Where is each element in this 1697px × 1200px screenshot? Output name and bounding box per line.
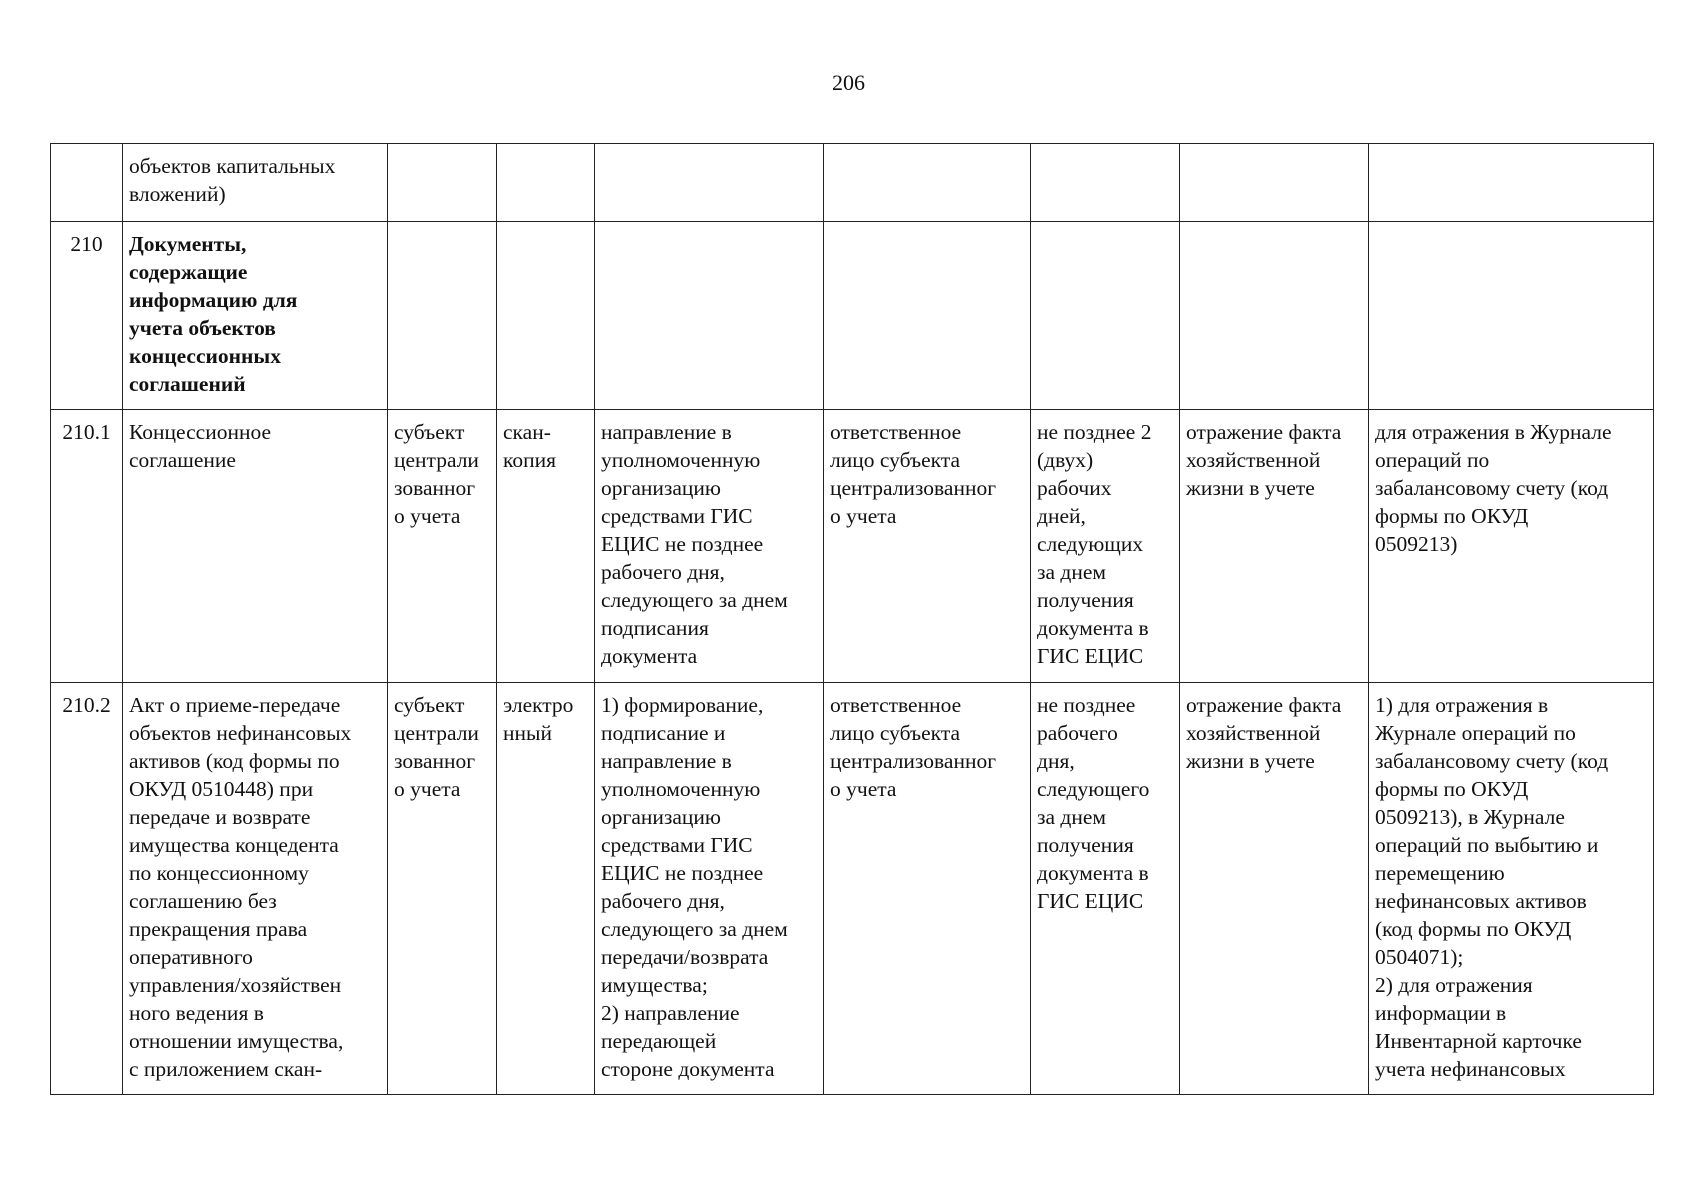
table-row (51, 683, 1654, 1095)
document-format-cell (497, 222, 595, 410)
cell-text-line: соглашение (129, 448, 236, 472)
cell-text-line: имущества концедента (129, 833, 339, 857)
usage-cell (1369, 410, 1654, 683)
cell-text-line: жизни в учете (1186, 476, 1315, 500)
cell-text-line: операций по (1375, 448, 1490, 472)
table-row (51, 222, 1654, 410)
cell-text-line: передачи/возврата (601, 945, 769, 969)
cell-text-line: объектов нефинансовых (129, 721, 352, 745)
responsible-entity-cell (388, 222, 497, 410)
cell-text-line: управления/хозяйствен (129, 973, 342, 997)
cell-text-line: следующего за днем (601, 588, 788, 612)
cell-text-line: за днем (1037, 560, 1107, 584)
cell-text-line: средствами ГИС (601, 833, 753, 857)
cell-text-line: уполномоченную (601, 448, 761, 472)
cell-text-line: нефинансовых активов (1375, 889, 1587, 913)
cell-text-line: копия (503, 448, 557, 472)
cell-text-line: дней, (1037, 504, 1086, 528)
purpose-cell (1180, 222, 1369, 410)
cell-text-line: информацию для (129, 288, 298, 312)
deadline-cell (1031, 683, 1180, 1095)
row-number-cell (51, 410, 123, 683)
procedure-cell (595, 144, 824, 222)
cell-text-line: забалансовому счету (код (1375, 749, 1609, 773)
cell-text-line: хозяйственной (1186, 448, 1321, 472)
cell-text-line: вложений) (129, 182, 226, 206)
document-name-cell (123, 144, 388, 222)
purpose-cell (1180, 144, 1369, 222)
cell-text-line: рабочего (1037, 721, 1118, 745)
deadline-cell (1031, 410, 1180, 683)
procedure-cell (595, 410, 824, 683)
document-name-cell (123, 410, 388, 683)
cell-text-line: организацию (601, 805, 721, 829)
purpose-cell (1180, 683, 1369, 1095)
cell-text-line: соглашению без (129, 889, 277, 913)
cell-text-line: Концессионное (129, 420, 272, 444)
cell-text-line: централизованног (830, 476, 997, 500)
cell-text-line: 2) для отражения (1375, 973, 1533, 997)
cell-text-line: прекращения права (129, 917, 308, 941)
cell-text-line: хозяйственной (1186, 721, 1321, 745)
cell-text-line: подписание и (601, 721, 726, 745)
cell-text-line: документа в (1037, 616, 1149, 640)
cell-text-line: документа (601, 644, 698, 668)
cell-text-line: ЕЦИС не позднее (601, 532, 764, 556)
cell-text-line: централи (394, 448, 479, 472)
cell-text-line: не позднее 2 (1037, 420, 1152, 444)
document-name-cell (123, 683, 388, 1095)
cell-text-line: Документы, (129, 232, 247, 256)
table-row (51, 410, 1654, 683)
procedure-cell (595, 683, 824, 1095)
cell-text-line: лицо субъекта (830, 721, 961, 745)
cell-text-line: 0509213), в Журнале (1375, 805, 1565, 829)
document-format-cell (497, 144, 595, 222)
cell-text-line: жизни в учете (1186, 749, 1315, 773)
responsible-person-cell (824, 222, 1031, 410)
row-number-cell (51, 222, 123, 410)
cell-text-line: следующего за днем (601, 917, 788, 941)
cell-text-line: ного ведения в (129, 1001, 264, 1025)
cell-text-line: получения (1037, 833, 1134, 857)
responsible-person-cell (824, 683, 1031, 1095)
cell-text-line: забалансовому счету (код (1375, 476, 1609, 500)
cell-text-line: зованног (394, 476, 476, 500)
page-number: 206 (832, 70, 865, 95)
cell-text-line: ЕЦИС не позднее (601, 861, 764, 885)
cell-text-line: документа в (1037, 861, 1149, 885)
purpose-cell (1180, 410, 1369, 683)
cell-text-line: субъект (394, 693, 465, 717)
usage-cell (1369, 683, 1654, 1095)
cell-text-line: учета нефинансовых (1375, 1057, 1566, 1081)
responsible-person-cell (824, 144, 1031, 222)
cell-text-line: скан- (503, 420, 551, 444)
cell-text-line: не позднее (1037, 693, 1136, 717)
cell-text-line: лицо субъекта (830, 448, 961, 472)
cell-text-line: рабочего дня, (601, 889, 725, 913)
responsible-entity-cell (388, 144, 497, 222)
document-format-cell (497, 410, 595, 683)
cell-text-line: 1) формирование, (601, 693, 764, 717)
cell-text-line: передаче и возврате (129, 805, 311, 829)
cell-text-line: ГИС ЕЦИС (1037, 889, 1144, 913)
responsible-entity-cell (388, 410, 497, 683)
deadline-cell (1031, 144, 1180, 222)
cell-text-line: 2) направление (601, 1001, 740, 1025)
responsible-person-cell (824, 410, 1031, 683)
cell-text-line: централи (394, 721, 479, 745)
cell-text-line: нный (503, 721, 552, 745)
cell-text-line: учета объектов (129, 316, 276, 340)
cell-text-line: о учета (394, 777, 461, 801)
usage-cell (1369, 144, 1654, 222)
cell-text-line: 210 (70, 232, 103, 256)
cell-text-line: о учета (830, 504, 897, 528)
cell-text-line: электро (503, 693, 574, 717)
cell-text-line: получения (1037, 588, 1134, 612)
procedure-cell (595, 222, 824, 410)
cell-text-line: объектов капитальных (129, 154, 336, 178)
cell-text-line: (код формы по ОКУД (1375, 917, 1572, 941)
cell-text-line: отношении имущества, (129, 1029, 344, 1053)
cell-text-line: 0509213) (1375, 532, 1458, 556)
cell-text-line: ответственное (830, 693, 962, 717)
cell-text-line: для отражения в Журнале (1375, 420, 1612, 444)
cell-text-line: (двух) (1037, 448, 1094, 472)
cell-text-line: дня, (1037, 749, 1075, 773)
cell-text-line: за днем (1037, 805, 1107, 829)
table-row (51, 144, 1654, 222)
cell-text-line: формы по ОКУД (1375, 777, 1529, 801)
cell-text-line: информации в (1375, 1001, 1507, 1025)
cell-text-line: стороне документа (601, 1057, 775, 1081)
cell-text-line: уполномоченную (601, 777, 761, 801)
cell-text-line: централизованног (830, 749, 997, 773)
usage-cell (1369, 222, 1654, 410)
cell-text-line: концессионных (129, 344, 281, 368)
cell-text-line: направление в (601, 420, 732, 444)
cell-text-line: с приложением скан- (129, 1057, 323, 1081)
cell-text-line: направление в (601, 749, 732, 773)
cell-text-line: 210.2 (62, 693, 111, 717)
cell-text-line: ГИС ЕЦИС (1037, 644, 1144, 668)
cell-text-line: операций по выбытию и (1375, 833, 1599, 857)
cell-text-line: имущества; (601, 973, 708, 997)
cell-text-line: по концессионному (129, 861, 309, 885)
cell-text-line: соглашений (129, 372, 246, 396)
cell-text-line: субъект (394, 420, 465, 444)
cell-text-line: рабочего дня, (601, 560, 725, 584)
cell-text-line: перемещению (1375, 861, 1505, 885)
cell-text-line: ОКУД 0510448) при (129, 777, 314, 801)
cell-text-line: 1) для отражения в (1375, 693, 1549, 717)
cell-text-line: отражение факта (1186, 420, 1342, 444)
cell-text-line: Журнале операций по (1375, 721, 1576, 745)
cell-text-line: формы по ОКУД (1375, 504, 1529, 528)
cell-text-line: подписания (601, 616, 709, 640)
cell-text-line: организацию (601, 476, 721, 500)
cell-text-line: передающей (601, 1029, 717, 1053)
deadline-cell (1031, 222, 1180, 410)
cell-text-line: о учета (830, 777, 897, 801)
cell-text-line: рабочих (1037, 476, 1112, 500)
cell-text-line: Инвентарной карточке (1375, 1029, 1582, 1053)
document-name-cell (123, 222, 388, 410)
cell-text-line: зованног (394, 749, 476, 773)
row-number-cell (51, 144, 123, 222)
responsible-entity-cell (388, 683, 497, 1095)
cell-text-line: 210.1 (62, 420, 111, 444)
document-table (50, 143, 1654, 1095)
cell-text-line: Акт о приеме-передаче (129, 693, 341, 717)
cell-text-line: содержащие (129, 260, 248, 284)
cell-text-line: ответственное (830, 420, 962, 444)
cell-text-line: отражение факта (1186, 693, 1342, 717)
cell-text-line: следующего (1037, 777, 1150, 801)
row-number-cell (51, 683, 123, 1095)
cell-text-line: 0504071); (1375, 945, 1464, 969)
cell-text-line: следующих (1037, 532, 1144, 556)
document-format-cell (497, 683, 595, 1095)
cell-text-line: о учета (394, 504, 461, 528)
cell-text-line: оперативного (129, 945, 253, 969)
cell-text-line: средствами ГИС (601, 504, 753, 528)
cell-text-line: активов (код формы по (129, 749, 340, 773)
